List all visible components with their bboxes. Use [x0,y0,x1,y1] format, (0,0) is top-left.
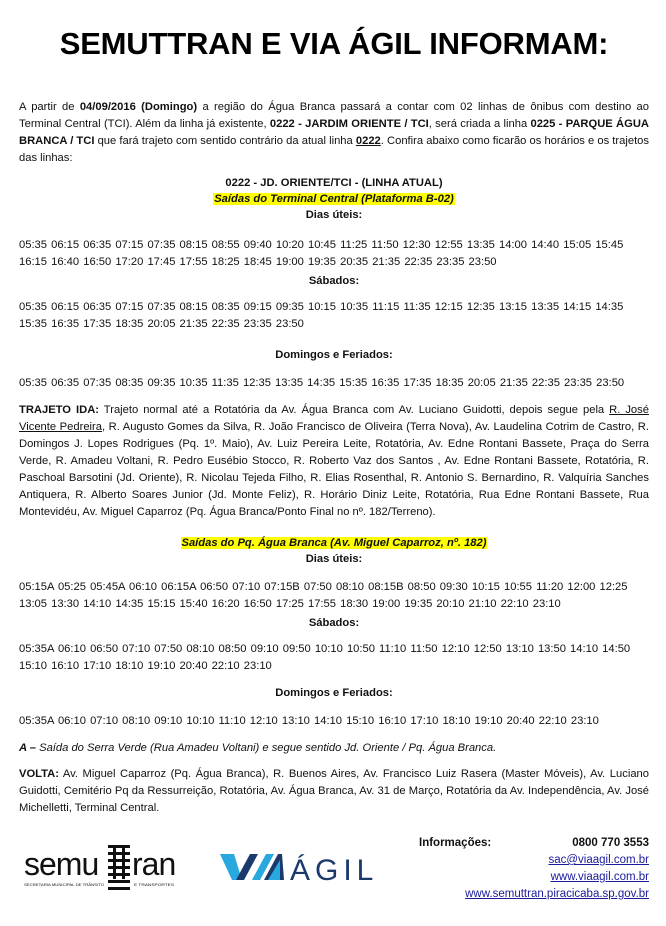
departure-time: 14:15 [563,301,592,313]
departure-time: 21:35 [179,318,208,330]
departure-time: 05:35 [19,239,47,251]
intro-line-existing: 0222 - JARDIM ORIENTE / TCI [269,118,429,130]
departure-time: 23:35 [243,318,272,330]
intro-text: a região do Água Branca passará a contar com 02 linhas de ônibus com destino ao Terminal Central (TCI). Além da linha já existente, [19,101,649,130]
semuttran-logo [24,843,194,895]
departure-time: 20:35 [340,256,369,268]
departure-time: 13:10 [505,643,534,655]
note-a [19,740,649,757]
intro-paragraph [19,99,649,167]
departure-time: 13:35 [275,377,304,389]
line-title: 0222 - JD. ORIENTE/TCI - (LINHA ATUAL) [225,177,443,189]
departure-time: 08:10 [122,715,151,727]
departure-time: 10:55 [504,581,532,593]
departure-time: 10:10 [186,715,215,727]
departure-time: 14:35 [115,598,144,610]
departure-time: 08:55 [211,239,240,251]
departure-time: 06:50 [200,581,229,593]
departure-time: 22:10 [500,598,529,610]
departure-time: 06:15 [51,239,80,251]
departure-time: 08:10 [186,643,215,655]
departure-time: 23:10 [532,598,561,610]
departure-time: 07:35 [147,239,176,251]
intro-line-new: 0225 - PARQUE ÁGUA BRANCA / TCI [19,118,649,147]
departure-time: 12:25 [599,581,628,593]
viaagil-site-link[interactable]: www.viaagil.com.br [550,871,649,883]
departure-time: 20:05 [467,377,496,389]
departure-time: 14:10 [83,598,112,610]
intro-text: que fará trajeto com sentido contrário da atual linha [94,135,356,147]
route-volta-label: VOLTA: [19,768,59,780]
departure-time: 09:10 [154,715,183,727]
semuttran-tt-glyph [108,845,130,890]
departure-time: 07:35 [147,301,176,313]
departure-time: 16:15 [19,256,47,268]
departure-time: 10:45 [307,239,336,251]
footer [19,831,649,911]
departure-time: 12:35 [242,377,271,389]
semuttran-wordmark-right: ran [132,846,176,882]
intro-date: 04/09/2016 (Domingo) [79,101,198,113]
departure-time: 13:15 [498,301,527,313]
departure-time: 19:10 [147,660,176,672]
departure-time: 22:10 [211,660,240,672]
intro-text: . Confira abaixo como ficarão os horários e os trajetos das linhas: [19,135,649,164]
departure-time: 15:35 [19,318,47,330]
viaagil-wordmark: ÁGIL [290,854,379,887]
departure-time: 08:50 [218,643,247,655]
departure-time: 09:10 [250,643,279,655]
departure-time: 11:20 [536,581,564,593]
departure-time: 21:10 [468,598,497,610]
departure-time: 21:35 [499,377,528,389]
departure-time: 17:45 [147,256,176,268]
departure-time: 23:50 [596,377,625,389]
departure-time: 23:35 [564,377,593,389]
departure-time: 11:10 [218,715,246,727]
departure-time: 06:10 [129,581,158,593]
departure-time: 16:10 [378,715,407,727]
route-ida-street: R. José Vicente Pedreira [19,404,649,433]
departure-time: 13:10 [281,715,310,727]
departure-title-terminal: Saídas do Terminal Central (Plataforma B-02) [214,193,454,205]
departure-time: 08:35 [115,377,144,389]
intro-line-ref: 0222 [355,135,381,147]
departure-time: 13:50 [537,643,566,655]
timetable-sunday-agua-branca [19,713,649,730]
departure-time: 15:15 [147,598,176,610]
intro-text: , será criada a linha [428,118,531,130]
departure-time: 06:10 [57,643,86,655]
departure-time: 11:10 [379,643,407,655]
departure-time: 07:50 [303,581,332,593]
departure-time: 12:00 [567,581,596,593]
departure-time: 09:40 [243,239,272,251]
departure-time: 09:50 [282,643,311,655]
departure-time: 19:35 [404,598,433,610]
departure-time: 12:35 [466,301,495,313]
departure-time: 16:50 [243,598,272,610]
saturday-label: Sábados: [308,275,360,287]
departure-time: 12:10 [249,715,278,727]
info-label: Informações: [419,837,492,849]
departure-time: 18:35 [435,377,464,389]
departure-time: 07:35 [83,377,112,389]
departure-time: 20:40 [506,715,535,727]
departure-time: 05:35A [19,643,54,655]
contact-info [419,835,649,903]
departure-time: 12:50 [473,643,502,655]
intro-text: A partir de [19,101,80,113]
departure-time: 17:10 [410,715,439,727]
departure-time: 14:40 [531,239,560,251]
departure-time: 11:50 [371,239,399,251]
departure-time: 23:50 [275,318,304,330]
departure-time: 14:10 [570,643,599,655]
departure-time: 14:35 [595,301,624,313]
departure-time: 17:25 [275,598,304,610]
page-title: SEMUTTRAN E VIA ÁGIL INFORMAM: [59,26,609,61]
departure-time: 17:55 [179,256,208,268]
info-phone: 0800 770 3553 [572,837,649,849]
departure-time: 22:35 [531,377,560,389]
departure-time: 23:10 [243,660,272,672]
departure-time: 22:10 [538,715,567,727]
departure-time: 13:05 [19,598,47,610]
departure-time: 06:35 [83,239,112,251]
semuttran-subtitle-right: E TRANSPORTES [134,882,175,887]
semuttran-site-link[interactable]: www.semuttran.piracicaba.sp.gov.br [465,888,649,900]
departure-time: 09:35 [147,377,176,389]
departure-time: 05:25 [57,581,86,593]
email-link[interactable]: sac@viaagil.com.br [548,854,649,866]
departure-time: 07:15 [115,301,144,313]
departure-time: 11:35 [211,377,239,389]
departure-time: 13:35 [531,301,560,313]
departure-time: 11:35 [403,301,431,313]
departure-time: 06:15 [51,301,80,313]
departure-time: 07:10 [90,715,119,727]
departure-time: 20:10 [436,598,465,610]
departure-time: 13:35 [466,239,495,251]
departure-time: 18:10 [442,715,471,727]
route-volta [19,766,649,817]
departure-time: 06:35 [51,377,80,389]
note-a-label: A – [19,742,36,754]
departure-time: 15:10 [19,660,47,672]
departure-time: 16:20 [211,598,240,610]
timetable-weekdays-terminal [19,237,649,271]
departure-time: 07:50 [154,643,183,655]
departure-time: 06:35 [83,301,112,313]
departure-time: 14:50 [602,643,631,655]
departure-time: 07:15B [264,581,300,593]
timetable-weekdays-agua-branca [19,579,649,613]
departure-time: 09:35 [275,301,304,313]
timetable-saturday-terminal [19,299,649,333]
departure-time: 10:35 [340,301,369,313]
departure-time: 17:55 [307,598,336,610]
viaagil-logo [220,848,385,888]
departure-time: 12:30 [402,239,431,251]
departure-time: 15:40 [179,598,208,610]
departure-time: 05:35 [19,301,47,313]
departure-time: 20:40 [179,660,208,672]
departure-time: 11:25 [340,239,368,251]
departure-time: 16:10 [51,660,80,672]
departure-time: 07:15 [115,239,144,251]
departure-time: 08:15 [179,301,208,313]
departure-time: 08:10 [335,581,364,593]
departure-time: 06:10 [57,715,86,727]
departure-time: 10:15 [307,301,336,313]
route-ida-text: Trajeto normal até a Rotatória da Av. Água Branca com Av. Luciano Guidotti, depois segue pela [99,404,610,416]
departure-time: 06:15A [161,581,196,593]
departure-time: 14:10 [314,715,342,727]
departure-time: 22:35 [404,256,433,268]
departure-time: 10:10 [314,643,343,655]
departure-time: 16:35 [51,318,80,330]
departure-time: 12:10 [441,643,470,655]
departure-time: 05:35A [19,715,54,727]
departure-time: 17:10 [83,660,112,672]
departure-time: 09:15 [243,301,272,313]
route-ida-text: , R. Augusto Gomes da Silva, R. João Francisco de Oliveira (Terra Nova), Av. Laudelina Cotrim de Castro, R. Domingos J. Lopes Rodrigues (Pq. 1º. Maio), Av. Luiz Pereira Leite, Rotatória, Av. Edne Rontani Bassete, Praça do Serra Verde, R. Amadeu Voltani, R. Pedro Eusébio Stocco, R. Roberto Vaz dos Santos , Av. Edne Rontani Bassete, Rotatória, R. Paschoal Barsotini (Jd. Oriente), R. Nicolau Tejeda Filho, R. Elias Rosenthal, R. Antonio S. Bernardino, R. Valquíria Sanches Antiquera, R. Alberto Soares Junior (Jd. Monte Feliz), R. Horário Diniz Leite, Rotatória, Rua Edne Rontani Bassete, Rua Montevidéu, Av. Miguel Caparroz (Pq. Água Branca/Ponto Final no nº. 182/Terreno). [19,421,649,518]
departure-time: 19:00 [275,256,304,268]
departure-time: 21:35 [372,256,401,268]
departure-time: 22:35 [211,318,240,330]
departure-time: 19:00 [372,598,401,610]
departure-time: 08:15 [179,239,208,251]
departure-time: 23:10 [570,715,599,727]
departure-time: 15:45 [595,239,624,251]
departure-time: 16:40 [51,256,80,268]
departure-time: 12:55 [434,239,463,251]
weekdays-label: Dias úteis: [305,209,363,221]
departure-time: 19:10 [474,715,503,727]
route-ida-label: TRAJETO IDA: [19,404,99,416]
timetable-saturday-agua-branca [19,641,649,675]
departure-time: 20:05 [147,318,176,330]
departure-time: 05:35 [19,377,47,389]
departure-time: 08:15B [368,581,404,593]
departure-time: 13:30 [51,598,80,610]
departure-time: 17:35 [403,377,432,389]
semuttran-subtitle-left: SECRETARIA MUNICIPAL DE TRÂNSITO [24,882,104,887]
departure-time: 16:50 [83,256,112,268]
departure-time: 07:10 [122,643,151,655]
departure-time: 15:10 [346,715,375,727]
saturday-label: Sábados: [308,617,360,629]
departure-time: 23:35 [436,256,465,268]
departure-time: 14:35 [307,377,336,389]
departure-title-agua-branca: Saídas do Pq. Água Branca (Av. Miguel Caparroz, nº. 182) [181,537,487,549]
departure-time: 07:10 [232,581,261,593]
departure-time: 08:50 [407,581,436,593]
timetable-sunday-terminal [19,375,649,392]
departure-time: 17:35 [83,318,112,330]
route-volta-text: Av. Miguel Caparroz (Pq. Água Branca), R. Buenos Aires, Av. Francisco Luiz Rasera (Master Móveis), Av. Luciano Guidotti, Cemitério Pq da Ressurreição, Rotatória, Av. Água Branca, Av. 31 de Março, Rotatória da Av. Independência, Av. José Michelletti, Terminal Central. [19,768,649,814]
departure-time: 18:30 [340,598,369,610]
departure-time: 05:15A [19,581,54,593]
departure-time: 10:50 [346,643,375,655]
departure-time: 09:30 [439,581,468,593]
departure-time: 19:35 [307,256,336,268]
departure-time: 17:20 [115,256,144,268]
departure-time: 15:05 [563,239,592,251]
departure-time: 10:15 [471,581,500,593]
semuttran-wordmark-left: semu [24,846,99,882]
departure-time: 11:15 [372,301,400,313]
departure-time: 23:50 [468,256,497,268]
note-a-text: Saída do Serra Verde (Rua Amadeu Voltani) e segue sentido Jd. Oriente / Pq. Água Branca. [36,742,497,754]
departure-time: 10:20 [275,239,304,251]
weekdays-label: Dias úteis: [305,553,363,565]
departure-time: 18:35 [115,318,144,330]
departure-time: 12:15 [434,301,463,313]
departure-time: 08:35 [211,301,240,313]
route-ida [19,402,649,521]
departure-time: 15:35 [339,377,368,389]
departure-time: 05:45A [90,581,125,593]
departure-time: 11:50 [410,643,438,655]
departure-time: 14:00 [498,239,527,251]
sunday-label: Domingos e Feriados: [275,687,393,699]
departure-time: 10:35 [179,377,208,389]
departure-time: 16:35 [371,377,400,389]
sunday-label: Domingos e Feriados: [275,349,393,361]
departure-time: 06:50 [90,643,119,655]
departure-time: 18:45 [243,256,272,268]
departure-time: 18:25 [211,256,240,268]
departure-time: 18:10 [115,660,144,672]
